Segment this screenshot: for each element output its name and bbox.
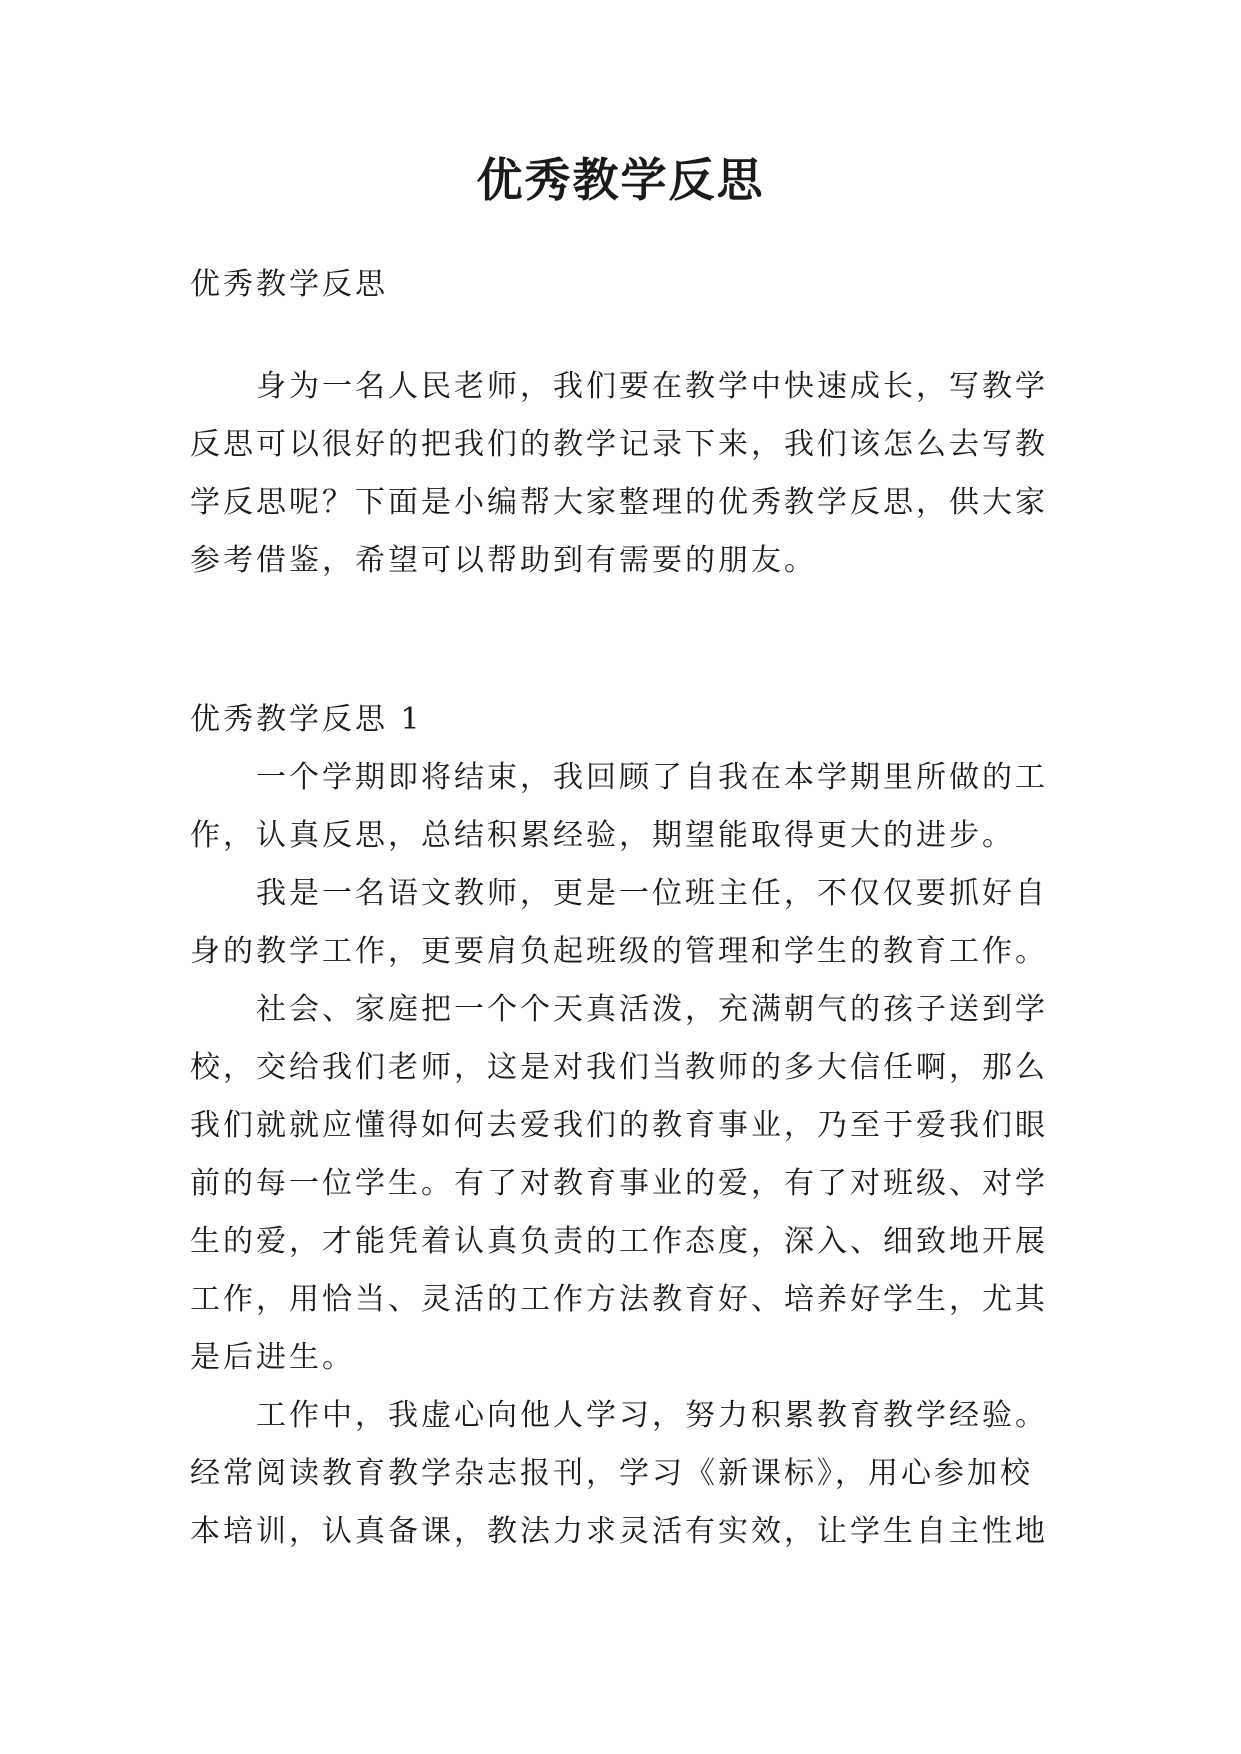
- intro-line: 身为一名人民老师，我们要在教学中快速成长，写教学: [256, 369, 1048, 404]
- document-title: 优秀教学反思: [476, 153, 765, 207]
- body-line: 身的教学工作，更要肩负起班级的管理和学生的教育工作。: [190, 934, 1048, 969]
- section-heading: 优秀教学反思 1: [190, 702, 423, 737]
- intro-line: 反思可以很好的把我们的教学记录下来，我们该怎么去写教: [190, 427, 1048, 462]
- body-line: 作，认真反思，总结积累经验，期望能取得更大的进步。: [190, 818, 1015, 853]
- body-line: 校，交给我们老师，这是对我们当教师的多大信任啊，那么: [190, 1050, 1048, 1085]
- intro-paragraph: [190, 358, 1070, 590]
- body-line: 工作，用恰当、灵活的工作方法教育好、培养好学生，尤其: [190, 1282, 1048, 1317]
- body-line: 是后进生。: [190, 1340, 355, 1375]
- intro-line: 参考借鉴，希望可以帮助到有需要的朋友。: [190, 543, 817, 578]
- body-line: 我是一名语文教师，更是一位班主任，不仅仅要抓好自: [256, 876, 1048, 911]
- section-body: [190, 749, 1070, 1561]
- body-line: 本培训，认真备课，教法力求灵活有实效，让学生自主性地: [190, 1514, 1048, 1549]
- body-line: 生的爱，才能凭着认真负责的工作态度，深入、细致地开展: [190, 1224, 1048, 1259]
- body-line: 社会、家庭把一个个天真活泼，充满朝气的孩子送到学: [256, 992, 1048, 1027]
- body-line: 经常阅读教育教学杂志报刊，学习《新课标》，用心参加校: [190, 1456, 1033, 1491]
- body-line: 前的每一位学生。有了对教育事业的爱，有了对班级、对学: [190, 1166, 1048, 1201]
- body-line: 一个学期即将结束，我回顾了自我在本学期里所做的工: [256, 760, 1048, 795]
- intro-line: 学反思呢？下面是小编帮大家整理的优秀教学反思，供大家: [190, 485, 1048, 520]
- body-line: 工作中，我虚心向他人学习，努力积累教育教学经验。: [256, 1398, 1048, 1433]
- document-subtitle: 优秀教学反思: [190, 267, 388, 302]
- body-line: 我们就就应懂得如何去爱我们的教育事业，乃至于爱我们眼: [190, 1108, 1048, 1143]
